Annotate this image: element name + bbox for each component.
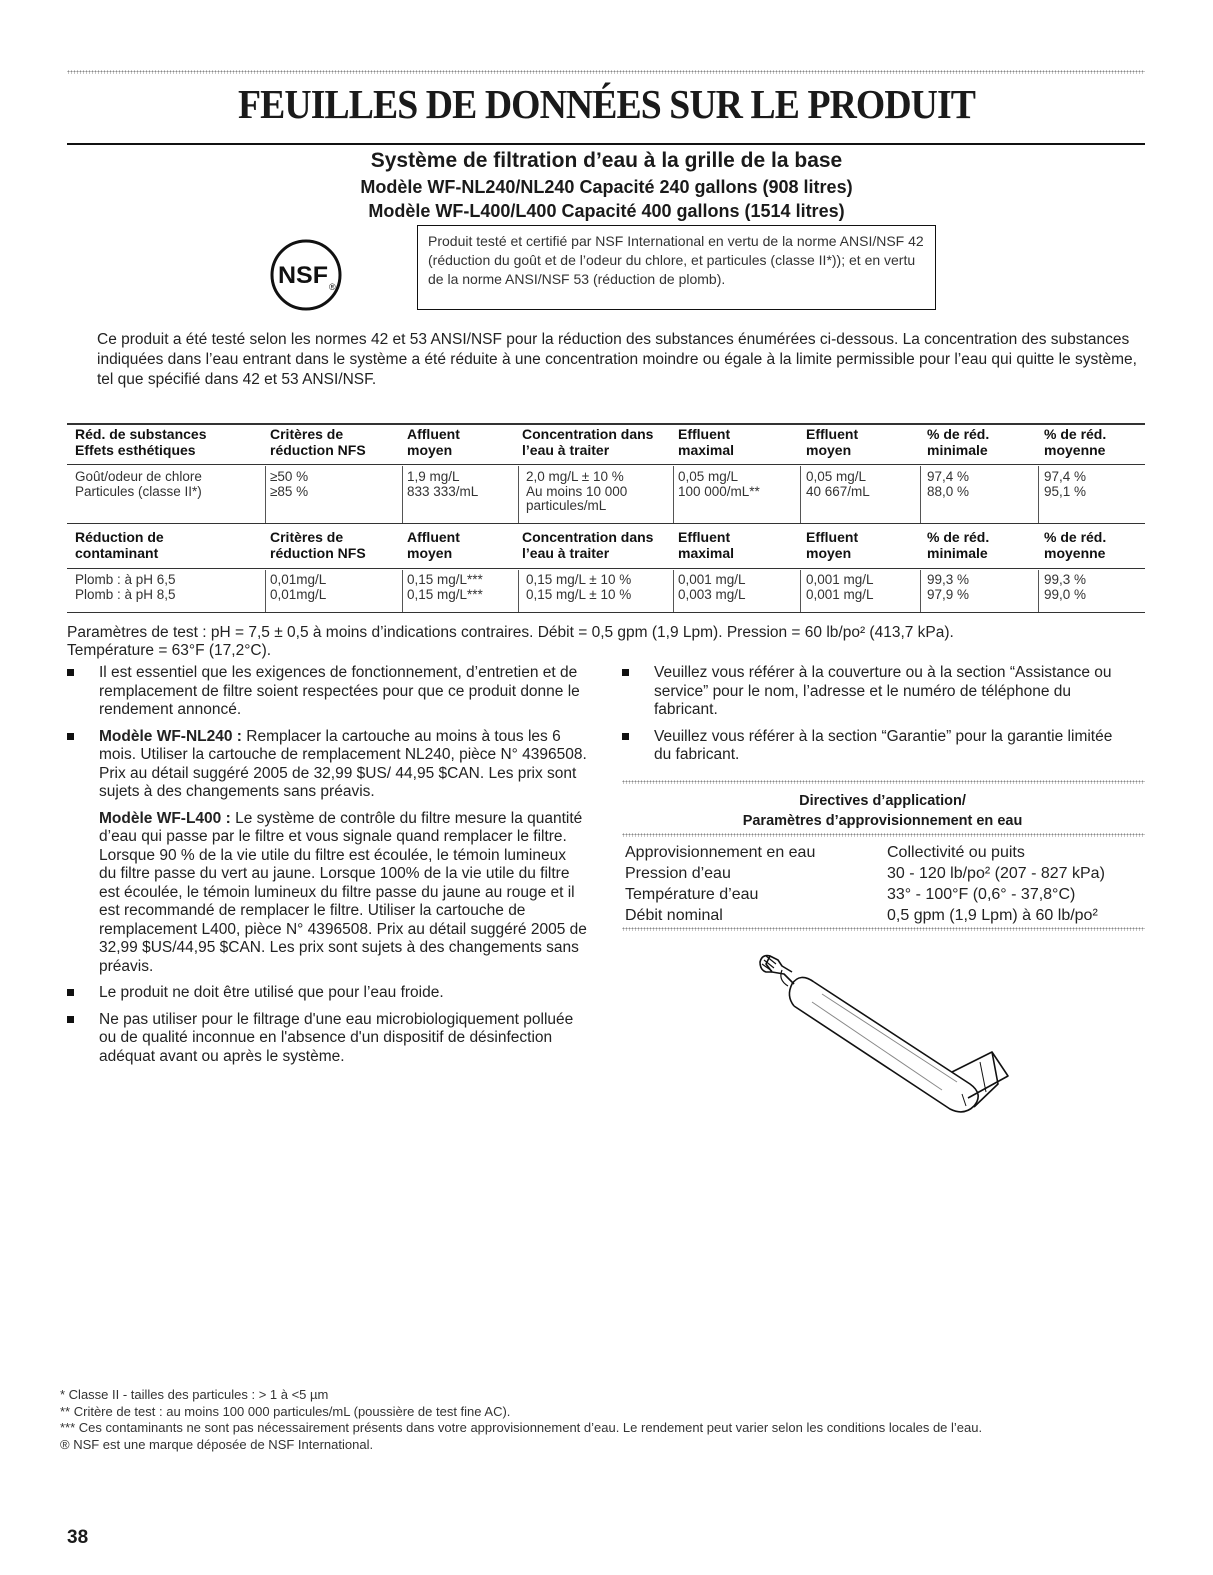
aesthetic-effects-table xyxy=(67,426,1145,526)
header-substance: Réd. de substances Effets esthétiques xyxy=(75,426,207,458)
header-red-min: % de réd. minimale xyxy=(927,529,990,561)
section-subtitle: Système de filtration d’eau à la grille de la base xyxy=(370,149,843,172)
certification-box xyxy=(417,225,936,310)
cell-effluent-avg: 0,05 mg/L 40 667/mL xyxy=(806,469,870,499)
title-divider xyxy=(67,143,1145,145)
column-divider xyxy=(402,570,403,612)
header-contaminant: Réduction de contaminant xyxy=(75,529,164,561)
header-criteria: Critères de réduction NFS xyxy=(270,529,366,561)
column-divider xyxy=(518,466,519,523)
footnote: * Classe II - tailles des particules : > 1 à <5 µm xyxy=(60,1387,329,1402)
nsf-logo xyxy=(269,238,343,312)
cell-substance: Goût/odeur de chlore Particules (classe II*) xyxy=(75,469,202,499)
water-filter-cartridge-illustration xyxy=(752,944,1032,1119)
cell-influent: 1,9 mg/L 833 333/mL xyxy=(407,469,479,499)
header-red-min: % de réd. minimale xyxy=(927,426,990,458)
column-divider xyxy=(673,570,674,612)
model-line-l400: Modèle WF-L400/L400 Capacité 400 gallons (1514 litres) xyxy=(368,201,845,221)
certification-text: Produit testé et certifié par NSF International en vertu de la norme ANSI/NSF 42 (réduction du goût et de l’odeur du chlore, et particules (classe II*)); et en vertu de la norme ANSI/NSF 53 (réduction de plomb). xyxy=(428,233,924,287)
list-item: Il est essentiel que les exigences de fonctionnement, d’entretien et de remplacement de filtre soient respectées pour que ce produit donne le rendement annoncé. xyxy=(67,664,587,720)
table-header-rule xyxy=(67,464,1145,465)
header-influent: Affluent moyen xyxy=(407,426,460,458)
model-line-nl240: Modèle WF-NL240/NL240 Capacité 240 gallons (908 litres) xyxy=(360,177,853,197)
column-divider xyxy=(1038,466,1039,523)
list-item: Ne pas utiliser pour le filtrage d'une eau microbiologiquement polluée ou de qualité inconnue en l'absence d'un dispositif de désinfection adéquat avant ou après le système. xyxy=(67,1011,587,1067)
column-divider xyxy=(673,466,674,523)
table-row: Température d’eau 33° - 100°F (0,6° - 37,8°C) xyxy=(625,886,1076,903)
cell-influent: 0,15 mg/L*** 0,15 mg/L*** xyxy=(407,572,483,602)
directives-title: Directives d’application/ Paramètres d’approvisionnement en eau xyxy=(742,793,1023,829)
test-parameters xyxy=(67,624,1147,660)
header-influent: Affluent moyen xyxy=(407,529,460,561)
table-row: Pression d’eau 30 - 120 lb/po² (207 - 827 kPa) xyxy=(625,865,1105,882)
test-parameters-line-1: Paramètres de test : pH = 7,5 ± 0,5 à moins d’indications contraires. Débit = 0,5 gpm (1,9 Lpm). Pression = 60 lb/po² (413,7 kPa). xyxy=(67,624,954,641)
cell-effluent-avg: 0,001 mg/L 0,001 mg/L xyxy=(806,572,874,602)
footnote: ® NSF est une marque déposée de NSF International. xyxy=(60,1436,374,1452)
page-number: 38 xyxy=(67,1527,89,1548)
test-parameters-line-2: Température = 63°F (17,2°C). xyxy=(67,642,272,659)
cell-red-min: 97,4 % 88,0 % xyxy=(927,469,970,499)
page-title: FEUILLES DE DONNÉES SUR LE PRODUIT xyxy=(238,81,975,127)
directives-table xyxy=(625,842,1145,926)
column-divider xyxy=(800,570,801,612)
cell-contaminant: Plomb : à pH 6,5 Plomb : à pH 8,5 xyxy=(75,572,176,602)
header-criteria: Critères de réduction NFS xyxy=(270,426,366,458)
cell-effluent-max: 0,05 mg/L 100 000/mL** xyxy=(678,469,760,499)
table-top-rule xyxy=(67,423,1145,425)
table-header-rule xyxy=(67,568,1145,569)
directives-header-rule xyxy=(622,833,1145,837)
directives-bottom-rule xyxy=(622,927,1145,931)
cell-red-avg: 99,3 % 99,0 % xyxy=(1044,572,1087,602)
model-l400-paragraph: Modèle WF-L400 : Le système de contrôle du filtre mesure la quantité d’eau qui passe par le filtre et vous signale quand remplacer le filtre. Lorsque 90 % de la vie utile du filtre est écoulée, le témoin lumineux du filtre passe du vert au jaune. Lorsque 100% de la vie utile du filtre est écoulée, le témoin lumineux du filtre passe du jaune au rouge et il est recommandé de remplacer le filtre. Utiliser la cartouche de remplacement L400, pièce N° 4396508. Prix au détail suggéré 2005 de 32,99 $US/44,95 $CAN. Les prix sont sujets à des changements sans préavis. xyxy=(99,809,587,975)
cell-red-avg: 97,4 % 95,1 % xyxy=(1044,469,1087,499)
cell-criteria: 0,01mg/L 0,01mg/L xyxy=(270,572,327,602)
footnote: ** Critère de test : au moins 100 000 particules/mL (poussière de test fine AC). xyxy=(60,1403,511,1419)
column-divider xyxy=(265,570,266,612)
directives-top-rule xyxy=(622,780,1145,784)
svg-text:®: ® xyxy=(329,282,336,292)
header-concentration: Concentration dans l’eau à traiter xyxy=(522,426,654,458)
list-item: Veuillez vous référer à la section “Garantie” pour la garantie limitée du fabricant. xyxy=(622,728,1132,765)
column-divider xyxy=(920,466,921,523)
column-divider xyxy=(800,466,801,523)
table-bottom-rule xyxy=(67,612,1145,613)
intro-paragraph: Ce produit a été testé selon les normes 42 et 53 ANSI/NSF pour la réduction des substances énumérées ci-dessous. La concentration des substances indiquées dans l’eau entrant dans le système a été réduite à une concentration moindre ou égale à la limite permissible pour l’eau qui quitte le système, tel que spécifié dans 42 et 53 ANSI/NSF. xyxy=(97,331,1137,388)
header-effluent-max: Effluent maximal xyxy=(678,529,735,561)
column-divider xyxy=(518,570,519,612)
column-divider xyxy=(1038,570,1039,612)
header-effluent-max: Effluent maximal xyxy=(678,426,735,458)
list-item: Veuillez vous référer à la couverture ou à la section “Assistance ou service” pour le nom, l’adresse et le numéro de téléphone du fabricant. xyxy=(622,664,1132,720)
cell-criteria: ≥50 % ≥85 % xyxy=(270,469,309,499)
cell-effluent-max: 0,001 mg/L 0,003 mg/L xyxy=(678,572,746,602)
cell-concentration: 0,15 mg/L ± 10 % 0,15 mg/L ± 10 % xyxy=(526,572,632,602)
contaminant-reduction-table xyxy=(67,529,1145,613)
left-bullet-list xyxy=(67,664,587,1074)
header-effluent-avg: Effluent moyen xyxy=(806,426,859,458)
header-red-avg: % de réd. moyenne xyxy=(1044,529,1107,561)
right-bullet-list xyxy=(622,664,1132,773)
list-item: Le produit ne doit être utilisé que pour l’eau froide. xyxy=(67,984,587,1003)
header-concentration: Concentration dans l’eau à traiter xyxy=(522,529,654,561)
svg-text:NSF: NSF xyxy=(278,262,328,289)
column-divider xyxy=(402,466,403,523)
table-row: Approvisionnement en eau Collectivité ou puits xyxy=(625,844,1025,861)
footnote: *** Ces contaminants ne sont pas nécessairement présents dans votre approvisionnement d’eau. Le rendement peut varier selon les conditions locales de l’eau. xyxy=(60,1420,983,1435)
header-effluent-avg: Effluent moyen xyxy=(806,529,859,561)
cell-concentration: 2,0 mg/L ± 10 % Au moins 10 000 particules/mL xyxy=(526,469,628,513)
top-dotted-rule xyxy=(67,70,1145,74)
cell-red-min: 99,3 % 97,9 % xyxy=(927,572,970,602)
column-divider xyxy=(265,466,266,523)
column-divider xyxy=(920,570,921,612)
footnotes xyxy=(60,1387,1140,1453)
list-item: Modèle WF-NL240 : Remplacer la cartouche au moins à tous les 6 mois. Utiliser la cartouche de remplacement NL240, pièce N° 4396508. Prix au détail suggéré 2005 de 32,99 $US/ 44,95 $CAN. Les prix sont sujets à des changements sans préavis. xyxy=(67,728,587,802)
table-section-rule xyxy=(67,523,1145,524)
table-row: Débit nominal 0,5 gpm (1,9 Lpm) à 60 lb/po² xyxy=(625,907,1098,924)
header-red-avg: % de réd. moyenne xyxy=(1044,426,1107,458)
